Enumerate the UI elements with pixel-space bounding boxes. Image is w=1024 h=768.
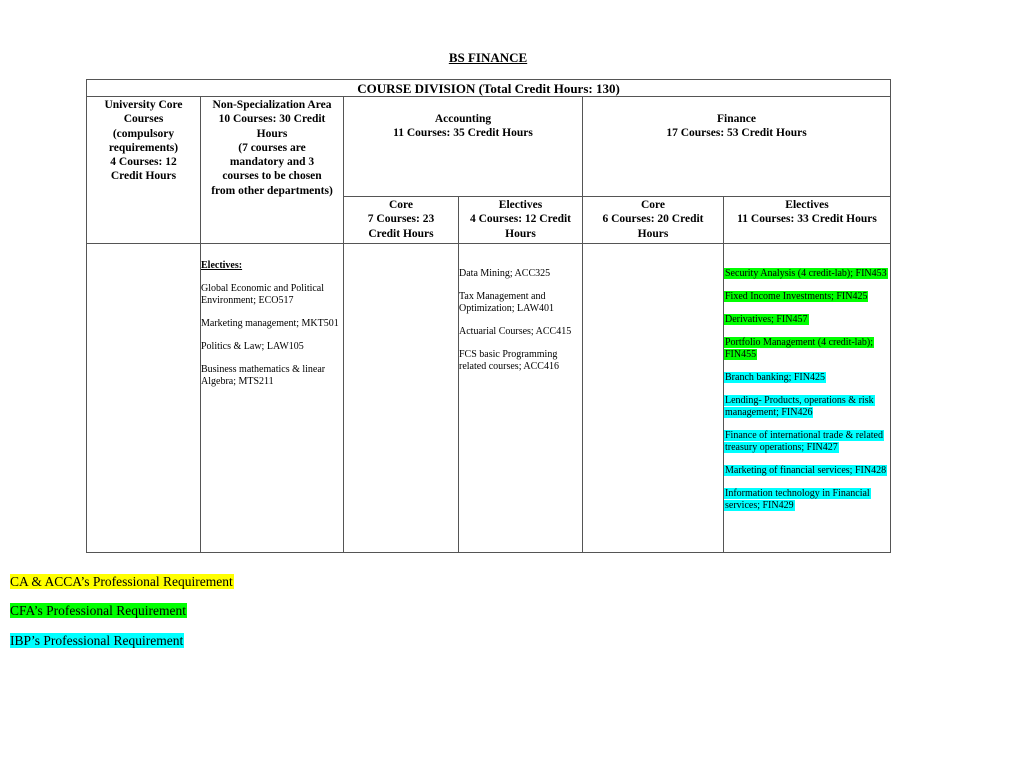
accounting-electives-cell [459, 243, 583, 552]
legend-label: CA & ACCA’s Professional Requirement [10, 574, 233, 589]
electives-heading: Electives: [201, 259, 243, 271]
non-specialization-header: Non-Specialization Area 10 Courses: 30 Credit Hours (7 courses are mandatory and 3 courses to be chosen from other departments) [201, 97, 344, 244]
fin-elective-label: Finance of international trade & related treasury operations; FIN427 [725, 429, 883, 453]
non-spec-course-item: Global Economic and Political Environment; ECO517 [201, 282, 325, 306]
accounting-electives-header: Electives 4 Courses: 12 Credit Hours [459, 197, 583, 244]
fin-elective-item [724, 372, 890, 384]
finance-electives-header: Electives 11 Courses: 33 Credit Hours [724, 197, 891, 244]
fin-elective-label: Marketing of financial services; FIN428 [725, 464, 887, 476]
course-division-table [86, 79, 891, 553]
non-spec-course-item: Politics & Law; LAW105 [201, 340, 304, 352]
acc-elective-item: Data Mining; ACC325 [459, 267, 551, 279]
legend-item-ibp [10, 633, 184, 649]
finance-electives-cell [724, 243, 891, 552]
finance-header: Finance 17 Courses: 53 Credit Hours [583, 97, 891, 197]
fin-elective-item [724, 337, 890, 361]
fin-elective-label: Security Analysis (4 credit-lab); FIN453 [725, 267, 887, 279]
legend-label: IBP’s Professional Requirement [10, 633, 184, 648]
fin-elective-item [724, 430, 890, 454]
fin-elective-item [724, 314, 890, 326]
fin-elective-item [724, 395, 890, 419]
acc-elective-item: Tax Management and Optimization; LAW401 [459, 290, 555, 314]
fin-elective-label: Lending- Products, operations & risk management; FIN426 [725, 394, 874, 418]
non-spec-course-item: Business mathematics & linear Algebra; MTS211 [201, 363, 326, 387]
acc-elective-item: Actuarial Courses; ACC415 [459, 325, 572, 337]
finance-core-header: Core 6 Courses: 20 Credit Hours [583, 197, 724, 244]
fin-elective-item [724, 465, 890, 477]
fin-elective-label: Derivatives; FIN457 [725, 313, 808, 325]
course-division-header: COURSE DIVISION (Total Credit Hours: 130) [87, 80, 891, 97]
legend-label: CFA’s Professional Requirement [10, 603, 186, 618]
legend-item-cfa [10, 603, 187, 619]
page-title: BS FINANCE [448, 50, 528, 65]
accounting-core-body [344, 243, 459, 552]
non-spec-course-item: Marketing management; MKT501 [201, 317, 339, 329]
accounting-header: Accounting 11 Courses: 35 Credit Hours [344, 97, 583, 197]
acc-elective-item: FCS basic Programming related courses; ACC416 [459, 348, 559, 372]
non-specialization-electives-cell [201, 243, 344, 552]
finance-core-body [583, 243, 724, 552]
fin-elective-item [724, 488, 890, 512]
fin-elective-item [724, 268, 890, 280]
university-core-header: University Core Courses (compulsory requirements) 4 Courses: 12 Credit Hours [87, 97, 201, 244]
fin-elective-label: Fixed Income Investments; FIN425 [725, 290, 868, 302]
fin-elective-label: Portfolio Management (4 credit-lab); FIN455 [725, 336, 874, 360]
legend-item-ca-acca [10, 574, 234, 590]
fin-elective-label: Branch banking; FIN425 [725, 371, 825, 383]
university-core-body [87, 243, 201, 552]
fin-elective-item [724, 291, 890, 303]
fin-elective-label: Information technology in Financial services; FIN429 [725, 487, 870, 511]
accounting-core-header: Core 7 Courses: 23 Credit Hours [344, 197, 459, 244]
